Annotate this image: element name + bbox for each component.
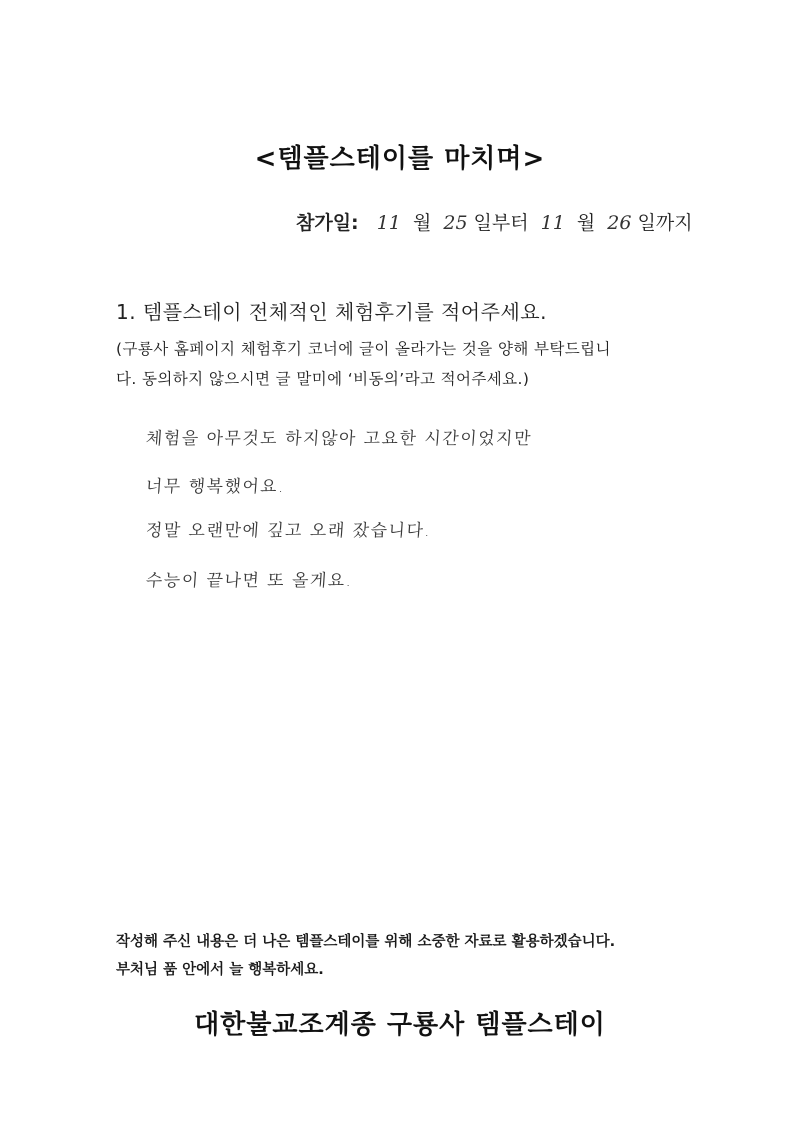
end-month-value: 11 bbox=[540, 212, 565, 234]
organization-name: 대한불교조계종 구룡사 템플스테이 bbox=[194, 1010, 606, 1040]
participation-dates bbox=[296, 208, 697, 235]
month-word-2: 월 bbox=[576, 212, 596, 234]
answer-line-1: 체험을 아무것도 하지않아 고요한 시간이었지만 bbox=[145, 429, 533, 449]
answer-line-2: 너무 행복했어요. bbox=[145, 477, 286, 497]
closing-line-2: 부처님 품 안에서 늘 행복하세요. bbox=[116, 962, 324, 978]
start-month-value: 11 bbox=[376, 212, 401, 234]
consent-note bbox=[116, 334, 696, 394]
end-day-value: 26 bbox=[607, 212, 632, 234]
question-heading: 1. 템플스테이 전체적인 체험후기를 적어주세요. bbox=[116, 300, 547, 324]
document-title: <템플스테이를 마치며> bbox=[254, 144, 546, 174]
participation-label: 참가일: bbox=[296, 212, 359, 234]
until-word: 일까지 bbox=[637, 212, 693, 234]
answer-line-4: 수능이 끝나면 또 올게요. bbox=[145, 571, 354, 591]
closing-message bbox=[116, 928, 615, 984]
consent-note-line-2: 다. 동의하지 않으시면 글 말미에 ‘비동의’라고 적어주세요.) bbox=[116, 370, 530, 388]
from-word: 일부터 bbox=[473, 212, 529, 234]
month-word: 월 bbox=[412, 212, 432, 234]
consent-note-line-1: (구룡사 홈페이지 체험후기 코너에 글이 올라가는 것을 양해 부탁드립니 bbox=[116, 340, 611, 358]
start-day-value: 25 bbox=[443, 212, 468, 234]
answer-line-3: 정말 오랜만에 깊고 오래 잤습니다. bbox=[145, 521, 432, 541]
closing-line-1: 작성해 주신 내용은 더 나은 템플스테이를 위해 소중한 자료로 활용하겠습니다. bbox=[116, 934, 616, 950]
